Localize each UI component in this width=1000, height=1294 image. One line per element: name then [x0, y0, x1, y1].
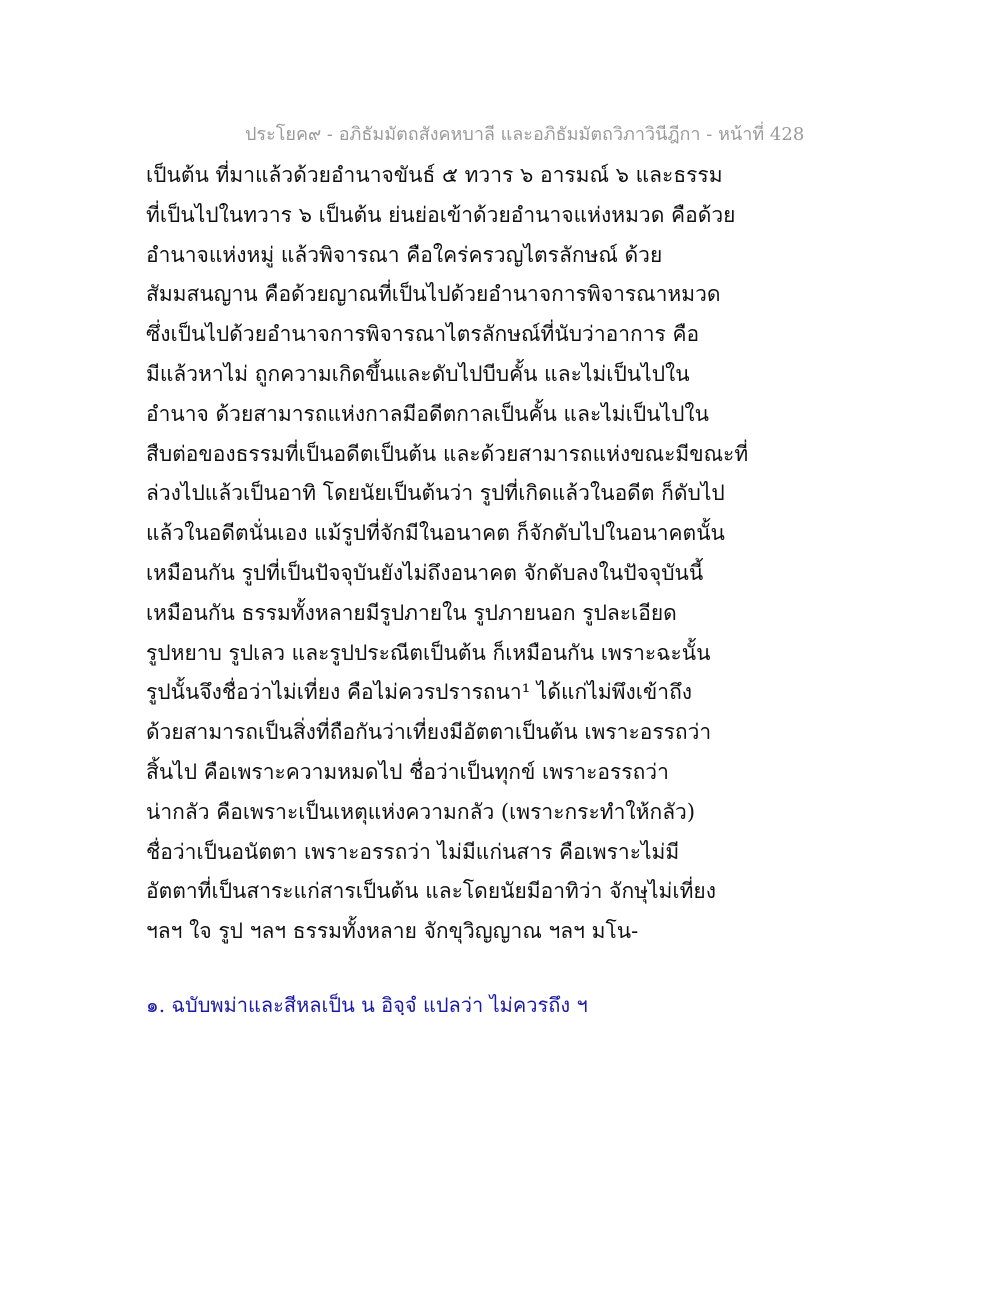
body-line: เหมือนกัน ธรรมทั้งหลายมีรูปภายใน รูปภายนอก รูปละเอียด — [146, 600, 677, 625]
body-line: อัตตาที่เป็นสาระแก่สารเป็นต้น และโดยนัยมีอาทิว่า จักษุไม่เที่ยง — [146, 879, 716, 904]
body-line: ด้วยสามารถเป็นสิ่งที่ถือกันว่าเที่ยงมีอัตตาเป็นต้น เพราะอรรถว่า — [146, 720, 712, 745]
body-line: น่ากลัว คือเพราะเป็นเหตุแห่งความกลัว (เพราะกระทำให้กลัว) — [146, 799, 696, 824]
body-line: อำนาจ ด้วยสามารถแห่งกาลมีอดีตกาลเป็นคั้น และไม่เป็นไปใน — [146, 401, 710, 426]
body-line: สัมมสนญาน คือด้วยญาณที่เป็นไปด้วยอำนาจการพิจารณาหมวด — [146, 282, 721, 307]
body-line: เป็นต้น ที่มาแล้วด้วยอำนาจขันธ์ ๕ ทวาร ๖ อารมณ์ ๖ และธรรม — [146, 163, 723, 187]
footnote: ๑. ฉบับพม่าและสีหลเป็น น อิจฺจํ แปลว่า ไม่ควรถึง ฯ — [146, 993, 588, 1017]
body-line: สิ้นไป คือเพราะความหมดไป ชื่อว่าเป็นทุกข์ เพราะอรรถว่า — [146, 759, 669, 784]
body-line: เหมือนกัน รูปที่เป็นปัจจุบันยังไม่ถึงอนาคต จักดับลงในปัจจุบันนี้ — [146, 560, 704, 585]
body-line: สืบต่อของธรรมที่เป็นอดีตเป็นต้น และด้วยสามารถแห่งขณะมีขณะที่ — [146, 441, 749, 466]
body-line: ชื่อว่าเป็นอนัตตา เพราะอรรถว่า ไม่มีแก่นสาร คือเพราะไม่มี — [146, 839, 680, 864]
body-line: ล่วงไปแล้วเป็นอาทิ โดยนัยเป็นต้นว่า รูปที่เกิดแล้วในอดีต ก็ดับไป — [146, 481, 725, 506]
body-line: ที่เป็นไปในทวาร ๖ เป็นต้น ย่นย่อเข้าด้วยอำนาจแห่งหมวด คือด้วย — [146, 202, 736, 227]
body-line: รูปหยาบ รูปเลว และรูปประณีตเป็นต้น ก็เหมือนกัน เพราะฉะนั้น — [146, 640, 711, 665]
body-line: อำนาจแห่งหมู่ แล้วพิจารณา คือใคร่ครวญไตรลักษณ์ ด้วย — [146, 242, 663, 267]
body-text — [146, 156, 749, 952]
body-line: ฯลฯ ใจ รูป ฯลฯ ธรรมทั้งหลาย จักขุวิญญาณ ฯลฯ มโน- — [146, 919, 639, 944]
running-header: ประโยค๙ - อภิธัมมัตถสังคหบาลี และอภิธัมมัตถวิภาวินีฎีกา - หน้าที่ 428 — [245, 124, 805, 145]
body-line: มีแล้วหาไม่ ถูกความเกิดขึ้นและดับไปบีบคั้น และไม่เป็นไปใน — [146, 361, 690, 386]
body-line: ซึ่งเป็นไปด้วยอำนาจการพิจารณาไตรลักษณ์ที่นับว่าอาการ คือ — [146, 322, 700, 347]
body-line: แล้วในอดีตนั่นเอง แม้รูปที่จักมีในอนาคต ก็จักดับไปในอนาคตนั้น — [146, 521, 725, 546]
body-line: รูปนั้นจึงชื่อว่าไม่เที่ยง คือไม่ควรปรารถนา¹ ได้แก่ไม่พึงเข้าถึง — [146, 680, 693, 705]
